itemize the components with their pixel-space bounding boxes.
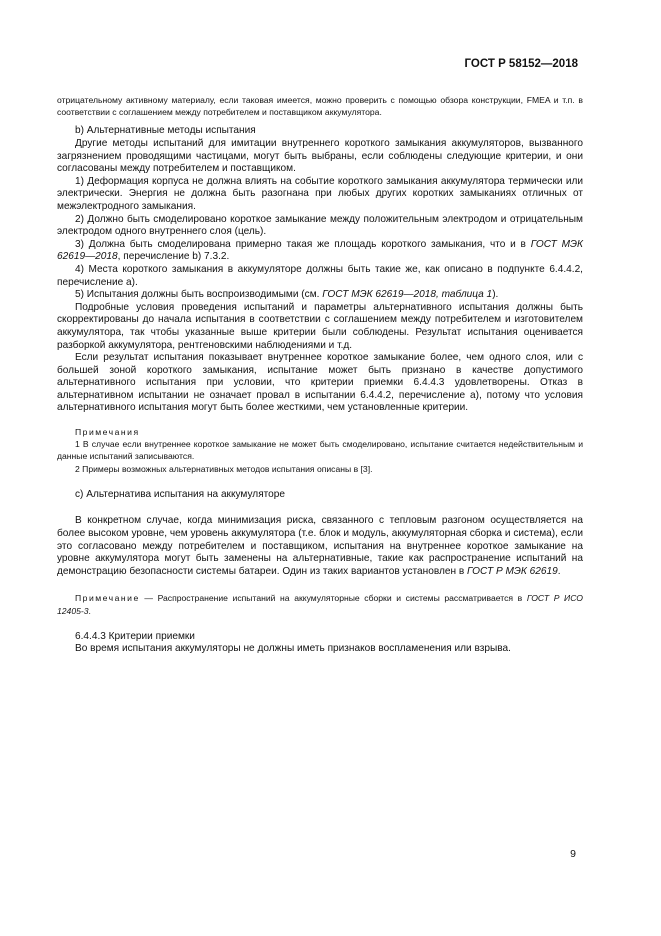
- section-6443-heading: 6.4.4.3 Критерии приемки: [75, 630, 195, 642]
- section-b-heading: b) Альтернативные методы испытания: [75, 125, 256, 137]
- criterion-2: 2) Должно быть смоделировано короткое замыкание между положительным электродом и отрицательным электродом одного внутреннего слоя (цель).: [57, 213, 583, 238]
- standard-reference: ГОСТ Р ИСО 12405-3: [57, 593, 583, 616]
- criterion-3: 3) Должна быть смоделирована примерно такая же площадь короткого замыкания, что и в ГОСТ МЭК 62619—2018, перечисление b) 7.3.2.: [57, 238, 583, 263]
- criterion-5: 5) Испытания должны быть воспроизводимыми (см. ГОСТ МЭК 62619—2018, таблица 1).: [75, 289, 499, 301]
- section-c-note: Примечание — Распространение испытаний на аккумуляторные сборки и системы рассматривается в ГОСТ Р ИСО 12405-3.: [57, 593, 583, 616]
- page-number: 9: [570, 848, 576, 860]
- section-c-heading: c) Альтернатива испытания на аккумуляторе: [75, 488, 286, 500]
- section-b-paragraph-3: Если результат испытания показывает внутреннее короткое замыкание более, чем одного слоя, или с большей зоной короткого замыкания, испытание может быть признано в качестве допустимого альтернативного испытания при условии, что критерии приемки 6.4.4.3 удовлетворены. Отказ в альтернативном испытании не означает провал в испытании 6.4.4.2, перечисление а), потому что условия альтернативного испытания могут быть более жесткими, чем установленные критерии.: [57, 352, 583, 414]
- intro-paragraph: отрицательному активному материалу, если таковая имеется, можно проверить с помощью обзора конструкции, FMEA и т.п. в соответствии с соглашением между потребителем и поставщиком аккумулятора.: [57, 95, 583, 118]
- criterion-1: 1) Деформация корпуса не должна влиять на событие короткого замыкания аккумулятора термически или электрически. Энергия не должна быть разогнана при любых других коротких замыканиях отличных от межэлектродного замыкания.: [57, 175, 583, 212]
- notes-heading: Примечания: [75, 427, 140, 438]
- standard-reference: ГОСТ МЭК 62619—2018: [57, 238, 583, 263]
- section-c-paragraph: В конкретном случае, когда минимизация риска, связанного с тепловым разгоном осуществляется на более высоком уровне, чем уровень аккумулятора (т.е. блок и модуль, аккумуляторная сборка и система), если это согласовано между потребителем и поставщиком, испытания на внутреннее короткое замыкание на уровне аккумулятора могут быть заменены на альтернативные, такие как распространение испытаний на демонстрацию безопасности системы батареи. Один из таких вариантов установлен в ГОСТ Р МЭК 62619.: [57, 515, 583, 577]
- section-b-paragraph-2: Подробные условия проведения испытаний и параметры альтернативного испытания должны быть скорректированы до начала испытания в соответствии с соглашением между потребителем и изготовителем аккумулятора, так чтобы указанные выше критерии были соблюдены. Результат испытания оценивается разборкой аккумулятора, рентгеновскими наблюдениями и т.д.: [57, 301, 583, 351]
- section-6443-paragraph: Во время испытания аккумуляторы не должны иметь признаков воспламенения или взрыва.: [75, 643, 511, 655]
- note-1: 1 В случае если внутреннее короткое замыкание не может быть смоделировано, испытание считается недействительным и данные испытаний записываются.: [57, 439, 583, 462]
- criterion-4: 4) Места короткого замыкания в аккумуляторе должны быть такие же, как описано в подпункте 6.4.4.2, перечисление а).: [57, 263, 583, 288]
- document-header: ГОСТ Р 58152—2018: [464, 58, 578, 70]
- page-content: [57, 94, 583, 656]
- standard-reference: ГОСТ Р МЭК 62619: [467, 565, 558, 577]
- note-label: Примечание: [75, 593, 140, 604]
- note-2: 2 Примеры возможных альтернативных методов испытания описаны в [3].: [75, 463, 373, 474]
- standard-reference: ГОСТ МЭК 62619—2018, таблица 1: [322, 289, 493, 301]
- section-b-paragraph-1: Другие методы испытаний для имитации внутреннего короткого замыкания аккумуляторов, вызванного загрязнением проводящими частицами, могут быть выбраны, если соблюдены следующие критерии, и они согласованы между потребителем и поставщиком.: [57, 138, 583, 175]
